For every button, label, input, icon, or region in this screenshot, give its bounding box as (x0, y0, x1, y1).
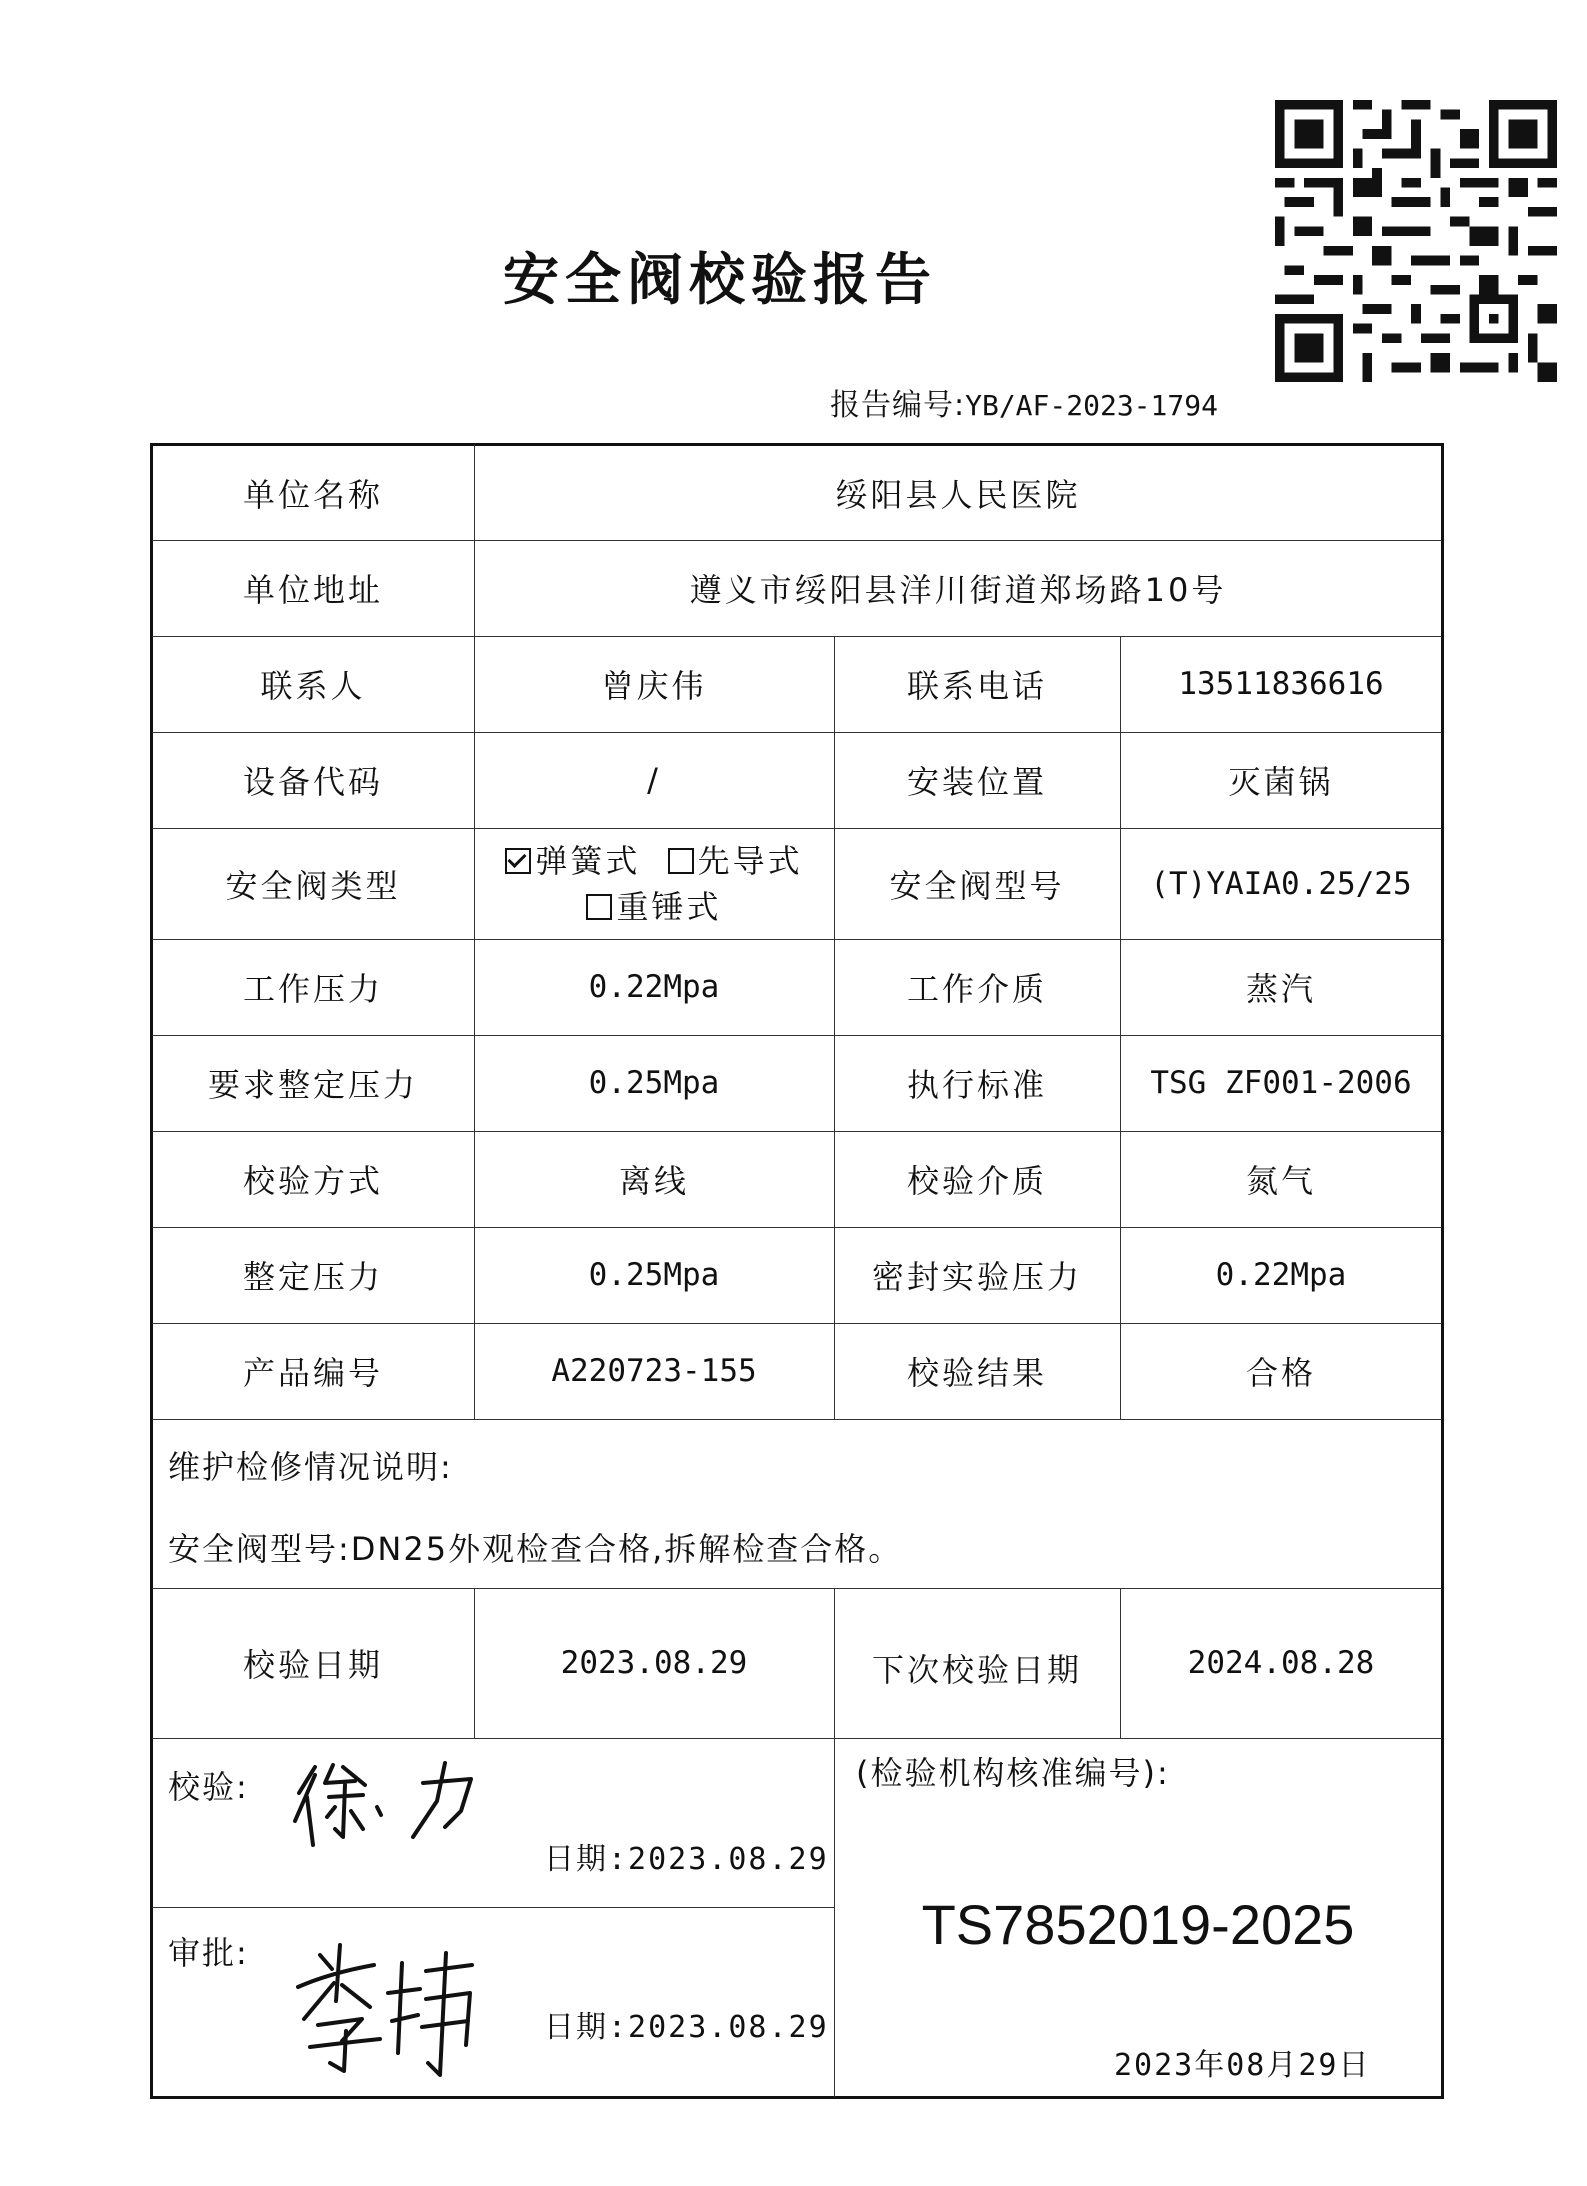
set-pressure-value: 0.25Mpa (588, 1257, 720, 1293)
report-number (830, 380, 1218, 424)
check-medium-label: 校验介质 (906, 1162, 1047, 1200)
unit-address-value: 遵义市绥阳县洋川街道郑场路10号 (689, 571, 1227, 609)
work-medium-label: 工作介质 (906, 970, 1047, 1008)
spring-checkbox[interactable] (505, 848, 531, 874)
page-title: 安全阀校验报告 (503, 247, 937, 313)
required-set-pressure-value: 0.25Mpa (588, 1065, 720, 1101)
institution-code: TS7852019-2025 (921, 1893, 1355, 1956)
unit-name-label: 单位名称 (242, 475, 383, 514)
seal-test-pressure-label: 密封实验压力 (871, 1258, 1082, 1296)
set-pressure-label: 整定压力 (242, 1258, 383, 1296)
checker-label: 校验: (168, 1768, 249, 1806)
valve-type-options (474, 828, 834, 939)
work-medium-value: 蒸汽 (1245, 970, 1316, 1008)
check-result-value: 合格 (1245, 1354, 1316, 1392)
check-medium-value: 氮气 (1245, 1162, 1316, 1200)
standard-label: 执行标准 (906, 1066, 1047, 1104)
valve-type-label: 安全阀类型 (225, 866, 401, 905)
check-method-value: 离线 (618, 1162, 689, 1200)
unit-address-label: 单位地址 (242, 571, 383, 609)
checker-date: 日期:2023.08.29 (544, 1842, 829, 1877)
approver-date: 日期:2023.08.29 (544, 2010, 829, 2045)
phone-value: 13511836616 (1178, 666, 1384, 702)
maintenance-heading: 维护检修情况说明: (168, 1448, 453, 1486)
report-number-value: YB/AF-2023-1794 (965, 389, 1218, 422)
check-date-label: 校验日期 (242, 1646, 383, 1684)
seal-test-pressure-value: 0.22Mpa (1215, 1257, 1347, 1293)
pilot-option-label: 先导式 (697, 841, 803, 880)
contact-label: 联系人 (260, 667, 366, 705)
spring-option-label: 弹簧式 (535, 841, 641, 880)
required-set-pressure-label: 要求整定压力 (207, 1066, 418, 1104)
install-location-value: 灭菌锅 (1228, 763, 1334, 801)
standard-value: TSG ZF001-2006 (1150, 1065, 1412, 1101)
check-result-label: 校验结果 (906, 1354, 1047, 1392)
maintenance-text: 安全阀型号:DN25外观检查合格,拆解检查合格。 (168, 1530, 903, 1568)
equipment-code-value: / (647, 761, 661, 799)
phone-label: 联系电话 (906, 667, 1047, 705)
unit-name-value: 绥阳县人民医院 (835, 475, 1081, 514)
checker-signature (285, 1745, 485, 1855)
report-number-label: 报告编号: (830, 388, 966, 423)
weight-checkbox[interactable] (586, 894, 612, 920)
institution-date: 2023年08月29日 (1114, 2048, 1371, 2083)
next-check-date-label: 下次校验日期 (871, 1651, 1082, 1689)
valve-model-value: (T)YAIA0.25/25 (1150, 865, 1412, 902)
next-check-date-value: 2024.08.28 (1187, 1645, 1375, 1681)
qr-code (1275, 100, 1557, 382)
work-pressure-label: 工作压力 (242, 970, 383, 1008)
weight-option-label: 重锤式 (616, 887, 722, 926)
institution-label: (检验机构核准编号): (856, 1754, 1170, 1792)
approver-signature (290, 1935, 490, 2085)
valve-model-label: 安全阀型号 (889, 866, 1065, 905)
check-date-value: 2023.08.29 (560, 1645, 748, 1681)
contact-value: 曾庆伟 (601, 667, 707, 705)
work-pressure-value: 0.22Mpa (588, 969, 720, 1005)
install-location-label: 安装位置 (906, 763, 1047, 801)
check-method-label: 校验方式 (242, 1162, 383, 1200)
product-number-label: 产品编号 (242, 1354, 383, 1392)
pilot-checkbox[interactable] (668, 848, 694, 874)
product-number-value: A220723-155 (551, 1353, 757, 1389)
approver-label: 审批: (168, 1934, 249, 1972)
equipment-code-label: 设备代码 (242, 763, 383, 801)
